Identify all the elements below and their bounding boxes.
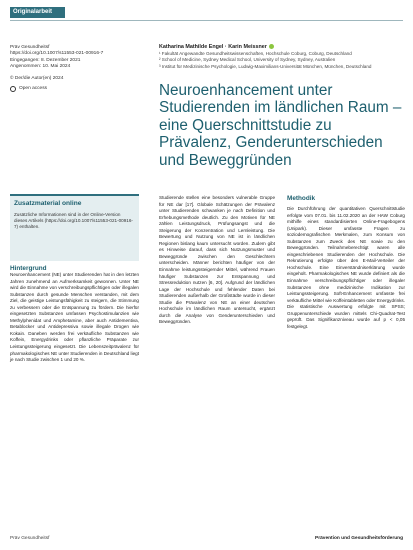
supplement-box (10, 194, 139, 261)
middle-column-text: Studierende stellen eine besonders vulnerable Gruppe für NE dar [17]. Globale Schätzungen der Prävalenz unter Studierenden schwanken je nach Definition und Erhebungsmethode deutlich. Zu den Motiven für NE zählen Leistungsdruck, Prüfungsangst und die Steigerung der Konzentration und Lernleistung. Die Bewertung und Nutzung von NE ist in ländlichen Regionen bislang kaum untersucht worden. Zudem gibt es Hinweise darauf, dass sich Nutzungsmuster und Beweggründe zwischen den Geschlechtern unterscheiden. Männer berichten häufiger von der Einnahme leistungssteigernder Mittel, während Frauen häufiger Substanzen zur Entspannung und Stressreduktion nutzen [6, 20]. Aufgrund der ländlichen Lage der Hochschule und fehlender Daten bei Studierenden außerhalb der Großstädte wurde in dieser Studie die Prävalenz von NE an einer deutschen Hochschule im ländlichen Raum untersucht, ergänzt durch die Analyse von Genderunterschieden und Beweggründen. (159, 195, 275, 325)
orcid-icon[interactable] (269, 44, 274, 49)
methods-heading: Methodik (287, 195, 316, 202)
affiliation-2: ² School of Medicine, Sydney Medical School, University of Sydney, Sydney, Australien (159, 57, 336, 63)
journal-name: Präv Gesundheitsf (10, 45, 50, 50)
supplement-heading: Zusatzmaterial online (14, 200, 82, 207)
affiliation-1: ¹ Fakultät Angewandte Gesundheitswissenschaften, Hochschule Coburg, Coburg, Deutschland (159, 51, 352, 56)
affiliation-3: ³ Institut für Medizinische Psychologie, Ludwig-Maximilians-Universität München, München, Deutschland (159, 63, 372, 69)
accepted-date: Angenommen: 10. Mai 2024 (10, 64, 71, 70)
article-meta (10, 45, 130, 92)
author-names (159, 44, 404, 51)
footer-journal: Präv Gesundheitsf (10, 536, 50, 541)
header-rule (10, 20, 403, 21)
methods-text: Die Durchführung der quantitativen Querschnittstudie erfolgte vom 07.01. bis 11.02.2020 an der HAW Coburg mithilfe eines standardisierten Online-Fragebogens (Unipark). Dieser umfasste Fragen zu soziodemografischen Merkmalen, zum Konsum von Substanzen zum Zweck des NE sowie zu den Beweggründen. Teilnahmeberechtigt waren alle eingeschriebenen Studierenden der Hochschule. Die Rekrutierung erfolgte über den E-Mail-Verteiler der Hochschule. Eine Einverständniserklärung wurde eingeholt. Pharmakologisches NE wurde definiert als die Einnahme verschreibungspflichtiger oder illegaler Substanzen ohne medizinische Indikation zur Leistungssteigerung. Soft-Enhancement umfasste frei verkäufliche Mittel wie Koffeintabletten oder Energydrinks. Die statistische Auswertung erfolgte mit SPSS; Gruppenunterschiede wurden mittels Chi-Quadrat-Test geprüft. Das Signifikanzniveau wurde auf p < 0,05 festgelegt. (287, 206, 405, 329)
author-block (159, 44, 404, 70)
supplement-text[interactable]: Zusätzliche Informationen sind in der Online-Version dieses Artikels (https://doi.org/10.1007/s11553-021-00916-7) enthalten. (14, 212, 133, 230)
footer-section: Prävention und Gesundheitsförderung (315, 536, 403, 541)
received-date: Eingegangen: 8. Dezember 2021 (10, 57, 81, 63)
open-access-badge (10, 86, 130, 92)
background-text: Neuroenhancement (NE) unter Studierenden hat in den letzten Jahren zunehmend an Aufmerksamkeit gewonnen. Unter NE wird die Einnahme von verschreibungspflichtigen oder illegalen Substanzen durch gesunde Menschen verstanden, mit dem Ziel, die geistige Leistungsfähigkeit zu steigern, die Stimmung zu verbessern oder die Entspannung zu fördern. Die hierfür eingesetzten Substanzen umfassen Psychostimulanzien wie Methylphenidat und Amphetamine, aber auch Antidementiva, Betablocker und Antidepressiva sowie illegale Drogen wie Kokain. Daneben werden frei verkäufliche Substanzen wie Koffein, Energydrinks oder pflanzliche Präparate zur Leistungssteigerung eingesetzt. Die Lebenszeitprävalenz für pharmakologisches NE unter Studierenden in Deutschland liegt je nach Studie zwischen 1 und 20 %. (10, 272, 139, 363)
section-tag: Originalarbeit (10, 7, 65, 18)
author-names-text: Katharina Mathilde Engel · Karin Meissner (159, 44, 267, 50)
copyright-notice: © Der/die Autor(en) 2024 (10, 75, 64, 81)
doi-link[interactable]: https://doi.org/10.1007/s11553-021-00916-7 (10, 51, 104, 57)
article-title: Neuroenhancement unter Studierenden im ländlichen Raum – eine Querschnittstudie zu Prävalenz, Genderunterschieden und Beweggründen (159, 82, 402, 169)
background-heading: Hintergrund (10, 265, 47, 272)
open-access-label: Open access (19, 86, 47, 92)
open-access-icon (10, 86, 16, 92)
